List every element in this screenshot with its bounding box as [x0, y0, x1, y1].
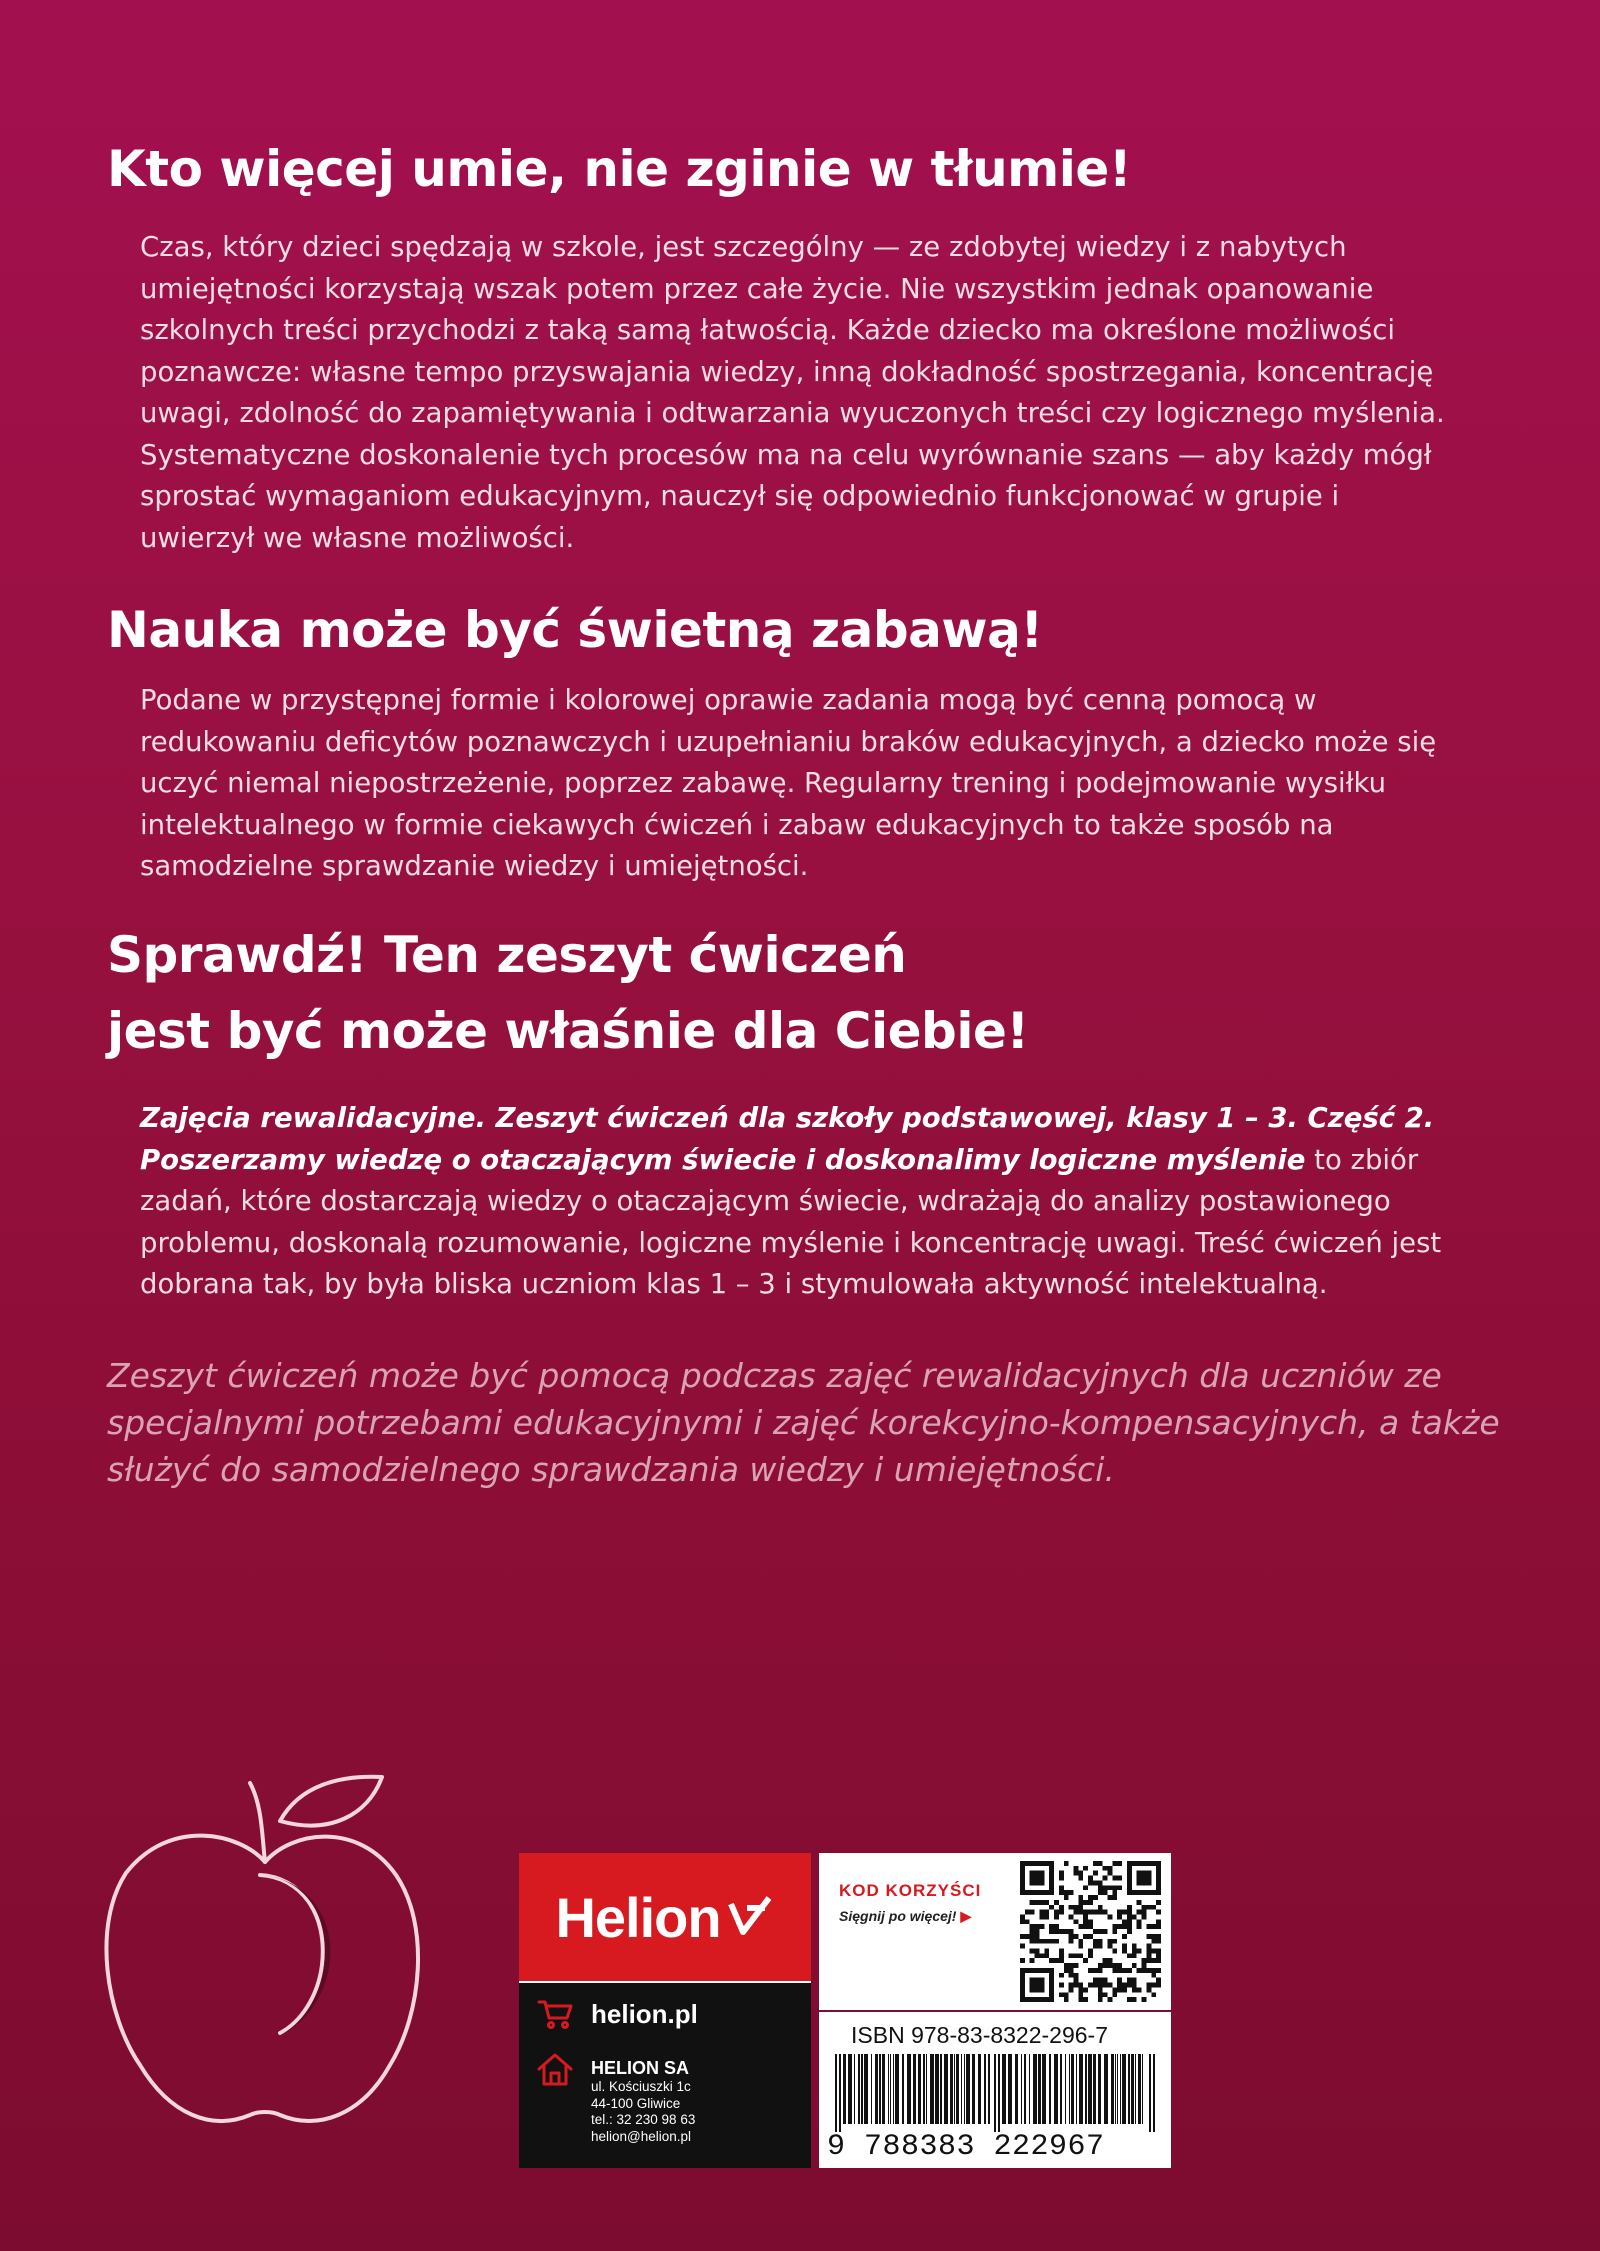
kod-title: KOD KORZYŚCI — [839, 1881, 982, 1900]
section-2-body: Podane w przystępnej formie i kolorowej oprawie zadania mogą być cenną pomocą w redukowaniu deficytów poznawczych i uzupełnianiu braków edukacyjnych, a dziecko może się uczyć niemal niepostrzeżenie, poprzez zabawę. Regularny trening i podejmowanie wysiłku intelektualnego w formie ciekawych ćwiczeń i zabaw edukacyjnych to także sposób na samodzielne sprawdzanie wiedzy i umiejętności. — [140, 684, 1437, 882]
publisher-city: 44-100 Gliwice — [591, 2095, 681, 2111]
isbn-label: ISBN 978-83-8322-296-7 — [851, 2022, 1108, 2048]
section-3-body-text: to zbiór zadań, które dostarczają wiedzy o otaczającym świecie, wdrażają do analizy postawionego problemu, doskonalą rozumowanie, logiczne myślenie i koncentrację uwagi. Treść ćwiczeń jest dobrana tak, by była bliska uczniom klas 1 – 3 i stymulowała aktywność intelektualną. — [140, 1143, 1442, 1300]
section-3-body — [140, 1098, 1450, 1306]
section-2-heading: Nauka może być świetną zabawą! — [107, 601, 1043, 659]
section-3-heading-line-2: jest być może właśnie dla Ciebie! — [107, 1002, 1029, 1060]
cart-icon — [537, 1998, 573, 2030]
kod-subtitle: Sięgnij po więcej! ▶ — [839, 1908, 972, 1924]
publisher-street: ul. Kościuszki 1c — [591, 2079, 691, 2094]
section-1-body: Czas, który dzieci spędzają w szkole, jest szczególny — ze zdobytej wiedzy i z nabytych umiejętności korzystają wszak potem przez całe życie. Nie wszystkim jednak opanowanie szkolnych treści przychodzi z taką samą łatwością. Każde dziecko ma określone możliwości poznawcze: własne tempo przyswajania wiedzy, inną dokładność spostrzegania, koncentrację uwagi, zdolność do zapamiętywania i odtwarzania wyuczonych treści czy logicznego myślenia. Systematyczne doskonalenie tych procesów ma na celu wyrównanie szans — aby każdy mógł sprostać wymaganiom edukacyjnym, nauczył się odpowiednio funkcjonować w grupie i uwierzył we własne możliwości. — [140, 231, 1445, 554]
qr-code-icon[interactable] — [1020, 1861, 1161, 2002]
book-title: Zajęcia rewalidacyjne. Zeszyt ćwiczeń dla szkoły podstawowej, klasy 1 – 3. Część 2. Poszerzamy wiedzę o otaczającym świecie i doskonalimy logiczne myślenie — [140, 1102, 1435, 1176]
closing-note: Zeszyt ćwiczeń może być pomocą podczas zajęć rewalidacyjnych dla uczniów ze specjalnymi potrzebami edukacyjnymi i zajęć korekcyjno-kompensacyjnych, a także służyć do samodzielnego sprawdzania wiedzy i umiejętności. — [107, 1356, 1500, 1489]
publisher-phone: tel.: 32 230 98 63 — [591, 2112, 696, 2127]
barcode-icon — [831, 2054, 1161, 2132]
helion-logo-text: Helion — [555, 1885, 721, 1949]
publisher-email: helion@helion.pl — [591, 2128, 692, 2144]
isbn-digits: 9 788383 222967 — [827, 2130, 1105, 2164]
section-3-heading — [107, 917, 1029, 1069]
shop-link[interactable] — [519, 1981, 811, 2047]
apple-icon — [100, 1765, 430, 2135]
home-icon — [536, 2051, 574, 2087]
kod-korzysci-box — [819, 1853, 1171, 2010]
section-1-heading: Kto więcej umie, nie zginie w tłumie! — [107, 140, 1132, 198]
helion-mark-icon — [725, 1892, 775, 1942]
helion-logo — [519, 1853, 811, 1981]
isbn-box — [819, 2012, 1171, 2168]
section-3-heading-line-1: Sprawdź! Ten zeszyt ćwiczeń — [107, 926, 907, 984]
shop-url[interactable]: helion.pl — [591, 1998, 698, 2029]
publisher-address — [519, 2045, 811, 2168]
publisher-company: HELION SA — [591, 2058, 690, 2078]
